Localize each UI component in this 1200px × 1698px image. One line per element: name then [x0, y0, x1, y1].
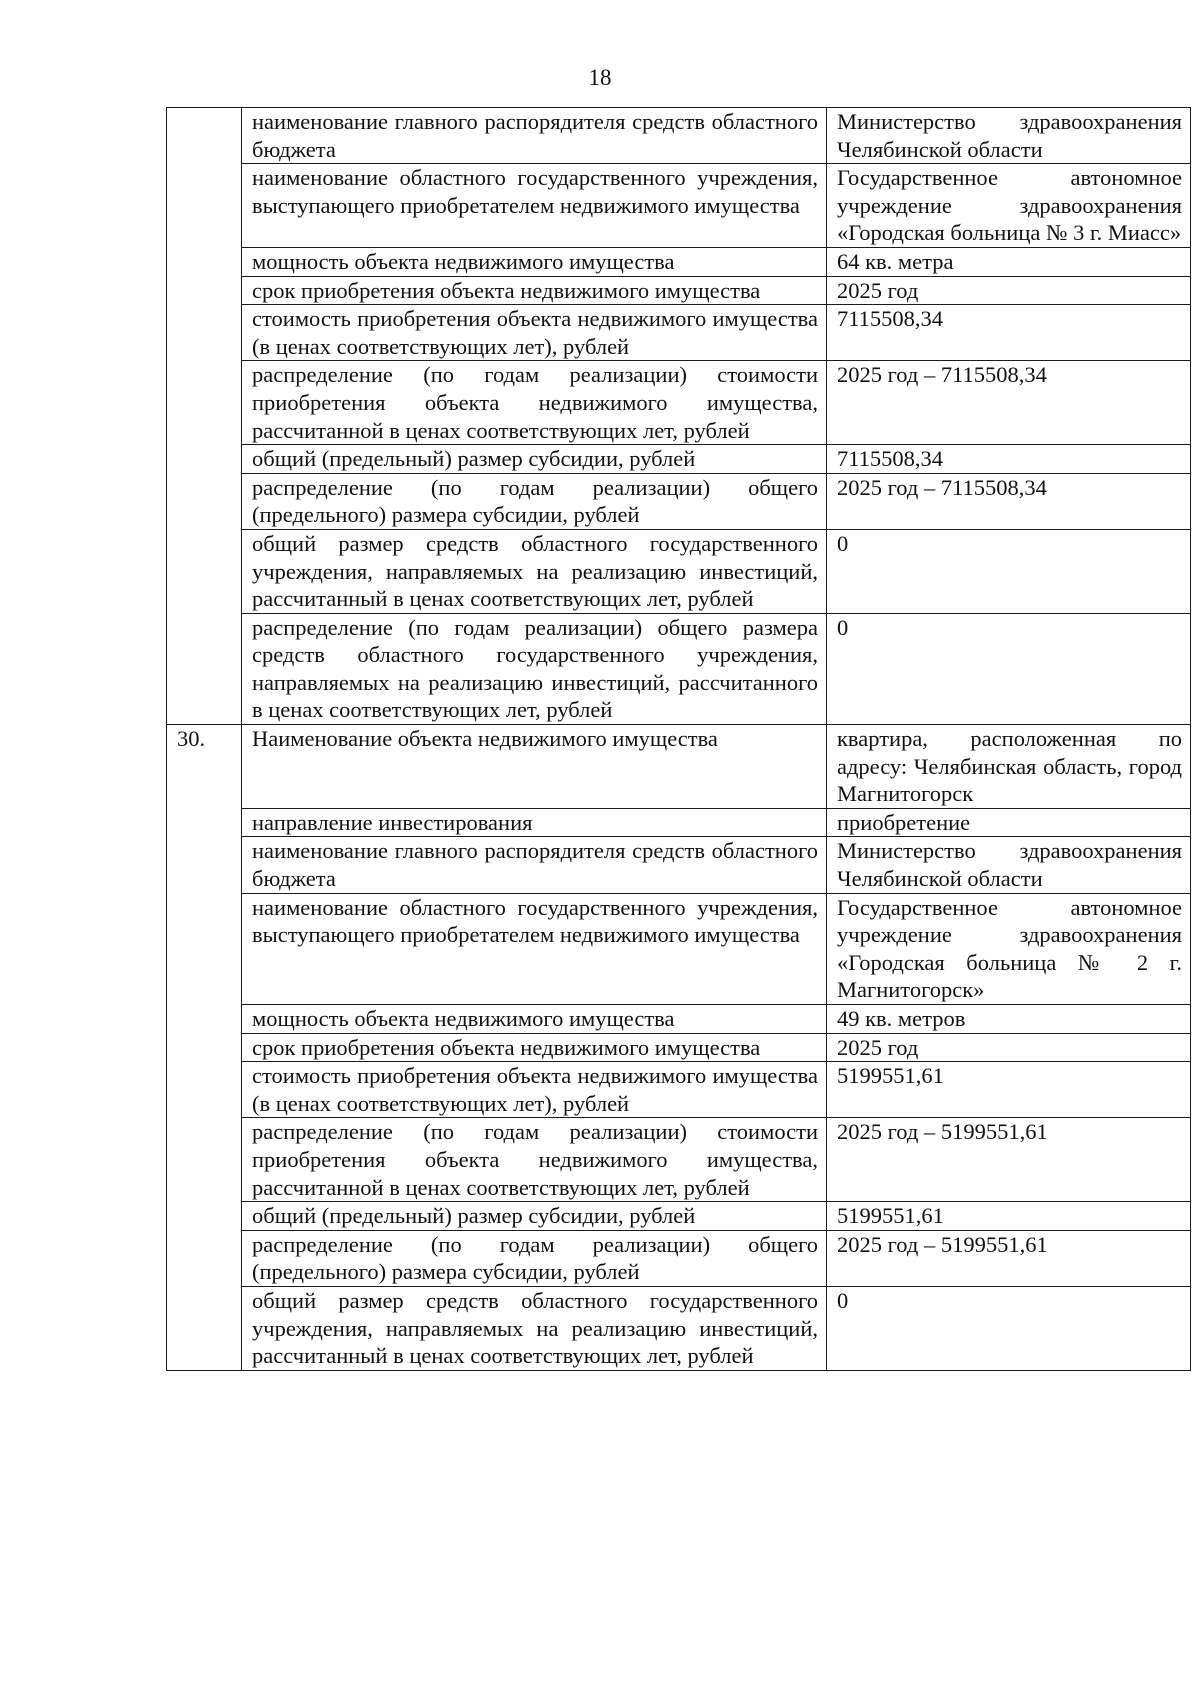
table-row [167, 808, 1191, 837]
value-cell: 7115508,34 [827, 445, 1191, 474]
table-row [167, 1033, 1191, 1062]
table-row [167, 1202, 1191, 1231]
value-cell: 2025 год [827, 1033, 1191, 1062]
value-cell: 49 кв. метров [827, 1005, 1191, 1034]
label-cell: наименование главного распорядителя средств областного бюджета [242, 108, 827, 164]
value-cell: 5199551,61 [827, 1062, 1191, 1118]
table-row [167, 361, 1191, 445]
value-cell: 7115508,34 [827, 305, 1191, 361]
label-cell: общий (предельный) размер субсидии, рублей [242, 1202, 827, 1231]
page-number: 18 [588, 65, 612, 90]
value-cell: 0 [827, 1286, 1191, 1370]
table-row [167, 1118, 1191, 1202]
label-cell: распределение (по годам реализации) общего (предельного) размера субсидии, рублей [242, 1230, 827, 1286]
table-row [167, 305, 1191, 361]
label-cell: наименование областного государственного учреждения, выступающего приобретателем недвижимого имущества [242, 164, 827, 248]
label-cell: Наименование объекта недвижимого имущества [242, 725, 827, 809]
label-cell: общий размер средств областного государственного учреждения, направляемых на реализацию инвестиций, рассчитанный в ценах соответствующих лет, рублей [242, 529, 827, 613]
label-cell: мощность объекта недвижимого имущества [242, 247, 827, 276]
table-row [167, 445, 1191, 474]
table-row [167, 247, 1191, 276]
value-cell: приобретение [827, 808, 1191, 837]
value-cell: 2025 год – 7115508,34 [827, 473, 1191, 529]
value-cell: 5199551,61 [827, 1202, 1191, 1231]
table-row [167, 164, 1191, 248]
value-cell: 2025 год – 5199551,61 [827, 1230, 1191, 1286]
table-row [167, 1005, 1191, 1034]
label-cell: наименование главного распорядителя средств областного бюджета [242, 837, 827, 893]
table-row [167, 613, 1191, 724]
label-cell: распределение (по годам реализации) стоимости приобретения объекта недвижимого имущества, рассчитанной в ценах соответствующих лет, рублей [242, 361, 827, 445]
value-cell: 64 кв. метра [827, 247, 1191, 276]
investment-table [166, 107, 1191, 1371]
table-row [167, 725, 1191, 809]
label-cell: наименование областного государственного учреждения, выступающего приобретателем недвижимого имущества [242, 893, 827, 1004]
value-cell: 2025 год [827, 276, 1191, 305]
table-row [167, 529, 1191, 613]
value-cell: Государственное автономное учреждение здравоохранения «Городская больница № 2 г. Магнитогорск» [827, 893, 1191, 1004]
table-row [167, 893, 1191, 1004]
label-cell: распределение (по годам реализации) общего размера средств областного государственного учреждения, направляемых на реализацию инвестиций, рассчитанного в ценах соответствующих лет, рублей [242, 613, 827, 724]
label-cell: распределение (по годам реализации) общего (предельного) размера субсидии, рублей [242, 473, 827, 529]
table-row [167, 473, 1191, 529]
table-row [167, 1062, 1191, 1118]
row-number-cell [167, 108, 242, 725]
label-cell: общий размер средств областного государственного учреждения, направляемых на реализацию инвестиций, рассчитанный в ценах соответствующих лет, рублей [242, 1286, 827, 1370]
value-cell: Министерство здравоохранения Челябинской области [827, 837, 1191, 893]
table-row [167, 1286, 1191, 1370]
label-cell: срок приобретения объекта недвижимого имущества [242, 276, 827, 305]
value-cell: квартира, расположенная по адресу: Челябинская область, город Магнитогорск [827, 725, 1191, 809]
label-cell: мощность объекта недвижимого имущества [242, 1005, 827, 1034]
table-row [167, 108, 1191, 164]
label-cell: стоимость приобретения объекта недвижимого имущества (в ценах соответствующих лет), рублей [242, 305, 827, 361]
value-cell: 2025 год – 7115508,34 [827, 361, 1191, 445]
table-row [167, 1230, 1191, 1286]
value-cell: Министерство здравоохранения Челябинской области [827, 108, 1191, 164]
row-number-cell: 30. [167, 725, 242, 1371]
label-cell: распределение (по годам реализации) стоимости приобретения объекта недвижимого имущества, рассчитанной в ценах соответствующих лет, рублей [242, 1118, 827, 1202]
label-cell: срок приобретения объекта недвижимого имущества [242, 1033, 827, 1062]
label-cell: направление инвестирования [242, 808, 827, 837]
value-cell: 0 [827, 613, 1191, 724]
value-cell: 2025 год – 5199551,61 [827, 1118, 1191, 1202]
value-cell: Государственное автономное учреждение здравоохранения «Городская больница № 3 г. Миасс» [827, 164, 1191, 248]
table-row [167, 837, 1191, 893]
label-cell: стоимость приобретения объекта недвижимого имущества (в ценах соответствующих лет), рублей [242, 1062, 827, 1118]
label-cell: общий (предельный) размер субсидии, рублей [242, 445, 827, 474]
value-cell: 0 [827, 529, 1191, 613]
table-row [167, 276, 1191, 305]
